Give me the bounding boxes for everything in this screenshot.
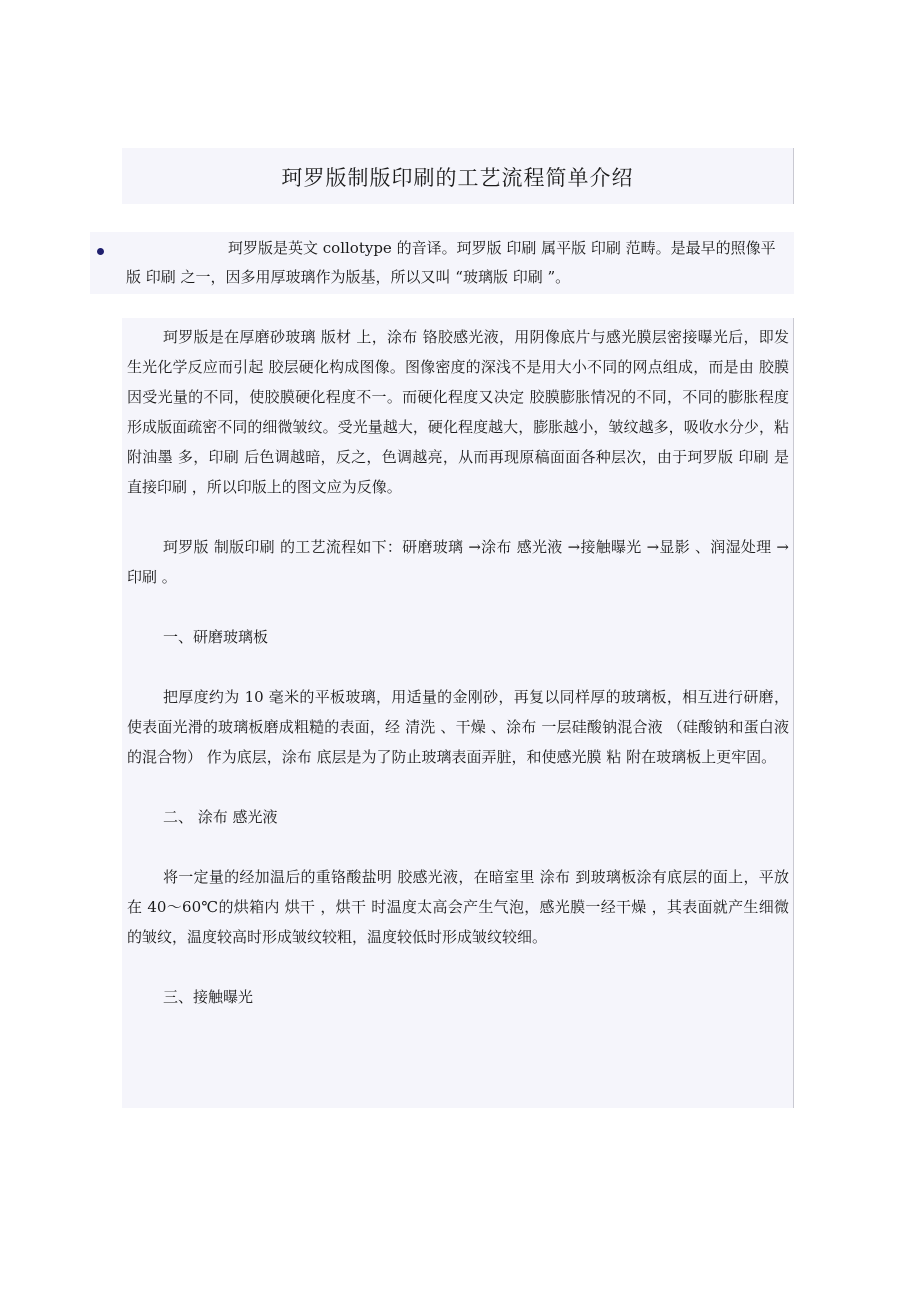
title-block xyxy=(122,148,794,204)
spacer xyxy=(127,652,789,682)
section-heading-grinding: 一、研磨玻璃板 xyxy=(163,628,269,646)
intro-block xyxy=(90,232,794,294)
intro-paragraph: 珂罗版是英文 collotype 的音译。珂罗版 印刷 属平版 印刷 范畴。是最早的照像平版 印刷 之一，因多用厚玻璃作为版基，所以又叫 “玻璃版 印刷 ”。 xyxy=(126,239,776,286)
spacer xyxy=(127,502,789,532)
paragraph-grinding: 把厚度约为 10 毫米的平板玻璃，用适量的金刚砂，再复以同样厚的玻璃板，相互进行研磨，使表面光滑的玻璃板磨成粗糙的表面，经 清洗 、干燥 、涂布 一层硅酸钠混合液 （硅酸钠和蛋白液的混合物） 作为底层，涂布 底层是为了防止玻璃表面弄脏，和使感光膜 粘 附在玻璃板上更牢固。 xyxy=(127,688,789,766)
spacer xyxy=(127,952,789,982)
paragraph-principle: 珂罗版是在厚磨砂玻璃 版材 上，涂布 铬胶感光液，用阴像底片与感光膜层密接曝光后，即发生光化学反应而引起 胶层硬化构成图像。图像密度的深浅不是用大小不同的网点组成，而是由 胶膜因受光量的不同，使胶膜硬化程度不一。而硬化程度又决定 胶膜膨胀情况的不同，不同的膨胀程度形成版面疏密不同的细微皱纹。受光量越大，硬化程度越大，膨胀越小，皱纹越多，吸收水分少，粘附油墨 多，印刷 后色调越暗，反之，色调越亮，从而再现原稿面面各种层次，由于珂罗版 印刷 是直接印刷 ，所以印版上的图文应为反像。 xyxy=(127,328,789,496)
body-block xyxy=(122,318,794,1108)
spacer xyxy=(127,592,789,622)
paragraph-coating: 将一定量的经加温后的重铬酸盐明 胶感光液，在暗室里 涂布 到玻璃板涂有底层的面上，平放在 40～60℃的烘箱内 烘干 ，烘干 时温度太高会产生气泡，感光膜一经干燥 ，其表面就产生细微的皱纹，温度较高时形成皱纹较粗，温度较低时形成皱纹较细。 xyxy=(127,868,789,946)
body-content xyxy=(127,322,789,1012)
spacer xyxy=(127,832,789,862)
section-heading-coating: 二、 涂布 感光液 xyxy=(163,808,278,826)
section-heading-exposure: 三、接触曝光 xyxy=(163,988,254,1006)
spacer xyxy=(127,772,789,802)
paragraph-process-flow: 珂罗版 制版印刷 的工艺流程如下：研磨玻璃 →涂布 感光液 →接触曝光 →显影 、润湿处理 →印刷 。 xyxy=(127,538,789,586)
document-title: 珂罗版制版印刷的工艺流程简单介绍 xyxy=(281,166,634,190)
bullet-icon xyxy=(97,248,104,255)
